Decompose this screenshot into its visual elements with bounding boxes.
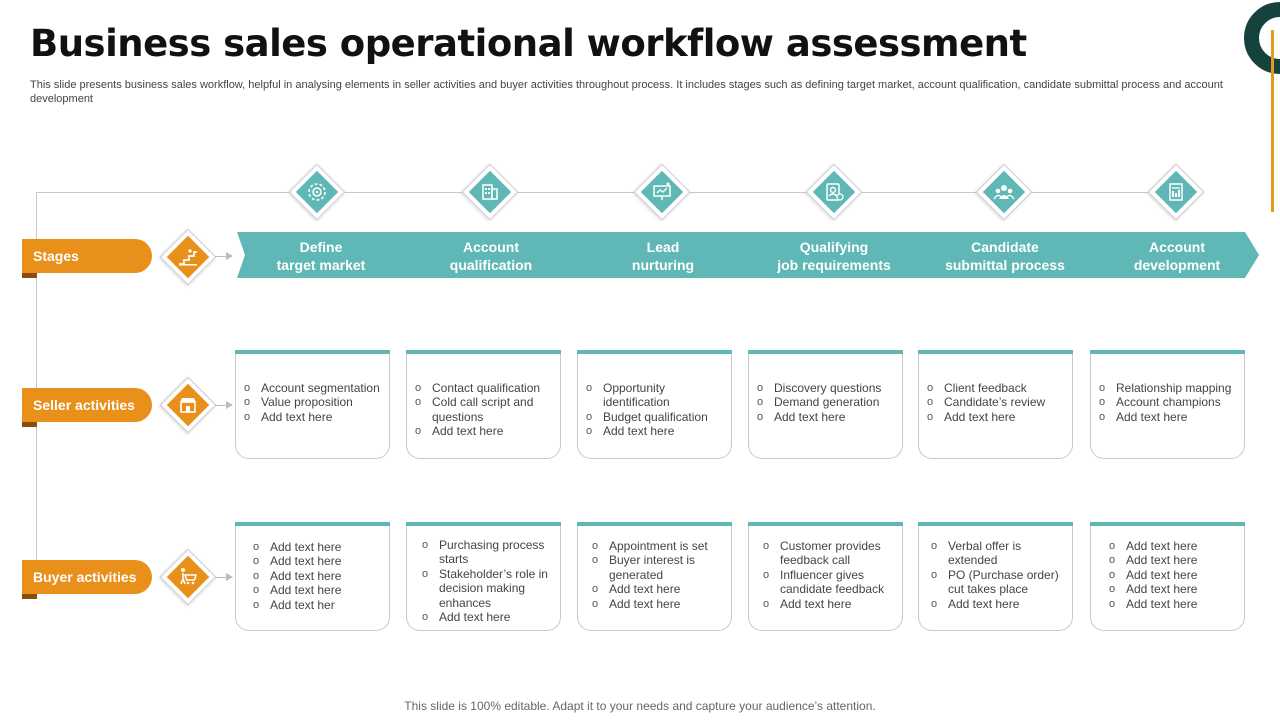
list-item: o Client feedback — [927, 381, 1068, 395]
stage-label-define-target-market: Define target market — [276, 239, 366, 273]
report-icon — [1148, 164, 1204, 220]
row-label-tab — [22, 594, 37, 599]
list-item: o Customer provides feedback call — [763, 539, 898, 568]
corner-decoration — [1244, 2, 1280, 74]
buyer-card-4 — [748, 522, 903, 631]
list-item: o Add text here — [1099, 410, 1240, 424]
row-label-seller-activities: Seller activities — [22, 388, 152, 422]
team-icon — [976, 164, 1032, 220]
page-subtitle: This slide presents business sales workflow, helpful in analysing elements in seller activities and buyer activities throughout process. It includes stages such as defining target market, account qualification, candidate submittal process and account development — [30, 79, 1223, 105]
list-item: o Add text here — [253, 554, 385, 568]
staircase-icon — [160, 229, 216, 285]
list-item: o Candidate’s review — [927, 395, 1068, 409]
row-label-buyer-activities: Buyer activities — [22, 560, 152, 594]
row-label-tab — [22, 422, 37, 427]
list-item: o Add text here — [1109, 582, 1240, 596]
list-item: o Add text here — [757, 410, 898, 424]
buyer-card-2 — [406, 522, 561, 631]
arrow-right-icon — [226, 252, 233, 260]
stage-label-account-qualification: Account qualification — [449, 239, 533, 273]
list-item: o Demand generation — [757, 395, 898, 409]
list-item: o Contact qualification — [415, 381, 556, 395]
corner-accent-line — [1271, 30, 1274, 212]
list-item: o Add text here — [586, 424, 727, 438]
stage-label-account-development: Account development — [1133, 239, 1221, 273]
footer-note: This slide is 100% editable. Adapt it to your needs and capture your audience’s attention. — [404, 699, 876, 713]
list-item: o Add text here — [1109, 568, 1240, 582]
seller-card-3 — [577, 350, 732, 459]
list-item: o Account segmentation — [244, 381, 385, 395]
seller-card-4 — [748, 350, 903, 459]
list-item: o Add text here — [931, 597, 1068, 611]
list-item: o Add text here — [592, 582, 727, 596]
list-item: o Budget qualification — [586, 410, 727, 424]
list-item: o Add text her — [253, 598, 385, 612]
buyer-card-6 — [1090, 522, 1245, 631]
list-item: o Influencer gives candidate feedback — [763, 568, 898, 597]
list-item: o Stakeholder’s role in decision making enhances — [422, 567, 548, 610]
list-item: o Add text here — [1109, 539, 1240, 553]
list-item: o Add text here — [927, 410, 1068, 424]
list-item: o Add text here — [1109, 597, 1240, 611]
list-item: o Add text here — [592, 597, 727, 611]
list-item: o Add text here — [763, 597, 898, 611]
list-item: o Add text here — [253, 569, 385, 583]
list-item: o Add text here — [253, 540, 385, 554]
list-item: o Buyer interest is generated — [592, 553, 727, 582]
building-icon — [462, 164, 518, 220]
stage-label-candidate-submittal-process: Candidate submittal process — [945, 239, 1065, 273]
arrow-right-icon — [226, 401, 233, 409]
list-item: o Opportunity identification — [586, 381, 727, 410]
buyer-card-3 — [577, 522, 732, 631]
list-item: o Verbal offer is extended — [931, 539, 1068, 568]
list-item: o Add text here — [415, 424, 556, 438]
list-item: o Account champions — [1099, 395, 1240, 409]
seller-card-1 — [235, 350, 390, 459]
list-item: o Relationship mapping — [1099, 381, 1240, 395]
page-title: Business sales operational workflow assessment — [30, 22, 1027, 65]
list-item: o Add text here — [253, 583, 385, 597]
checklist-icon — [806, 164, 862, 220]
buyer-card-1 — [235, 522, 390, 631]
seller-card-5 — [918, 350, 1073, 459]
list-item: o Cold call script and questions — [415, 395, 556, 424]
list-item: o Add text here — [244, 410, 385, 424]
stage-label-lead-nurturing: Lead nurturing — [631, 239, 695, 273]
storefront-icon — [160, 377, 216, 433]
presentation-icon — [634, 164, 690, 220]
list-item: o Add text here — [422, 610, 548, 624]
list-item: o PO (Purchase order) cut takes place — [931, 568, 1068, 597]
shopping-cart-person-icon — [160, 549, 216, 605]
buyer-card-5 — [918, 522, 1073, 631]
list-item: o Value proposition — [244, 395, 385, 409]
list-item: o Add text here — [1109, 553, 1240, 567]
row-label-tab — [22, 273, 37, 278]
list-item: o Appointment is set — [592, 539, 727, 553]
row-label-stages: Stages — [22, 239, 152, 273]
target-icon — [289, 164, 345, 220]
seller-card-6 — [1090, 350, 1245, 459]
seller-card-2 — [406, 350, 561, 459]
stage-label-qualifying-job-requirements: Qualifying job requirements — [777, 239, 891, 273]
list-item: o Discovery questions — [757, 381, 898, 395]
arrow-right-icon — [226, 573, 233, 581]
list-item: o Purchasing process starts — [422, 538, 548, 567]
